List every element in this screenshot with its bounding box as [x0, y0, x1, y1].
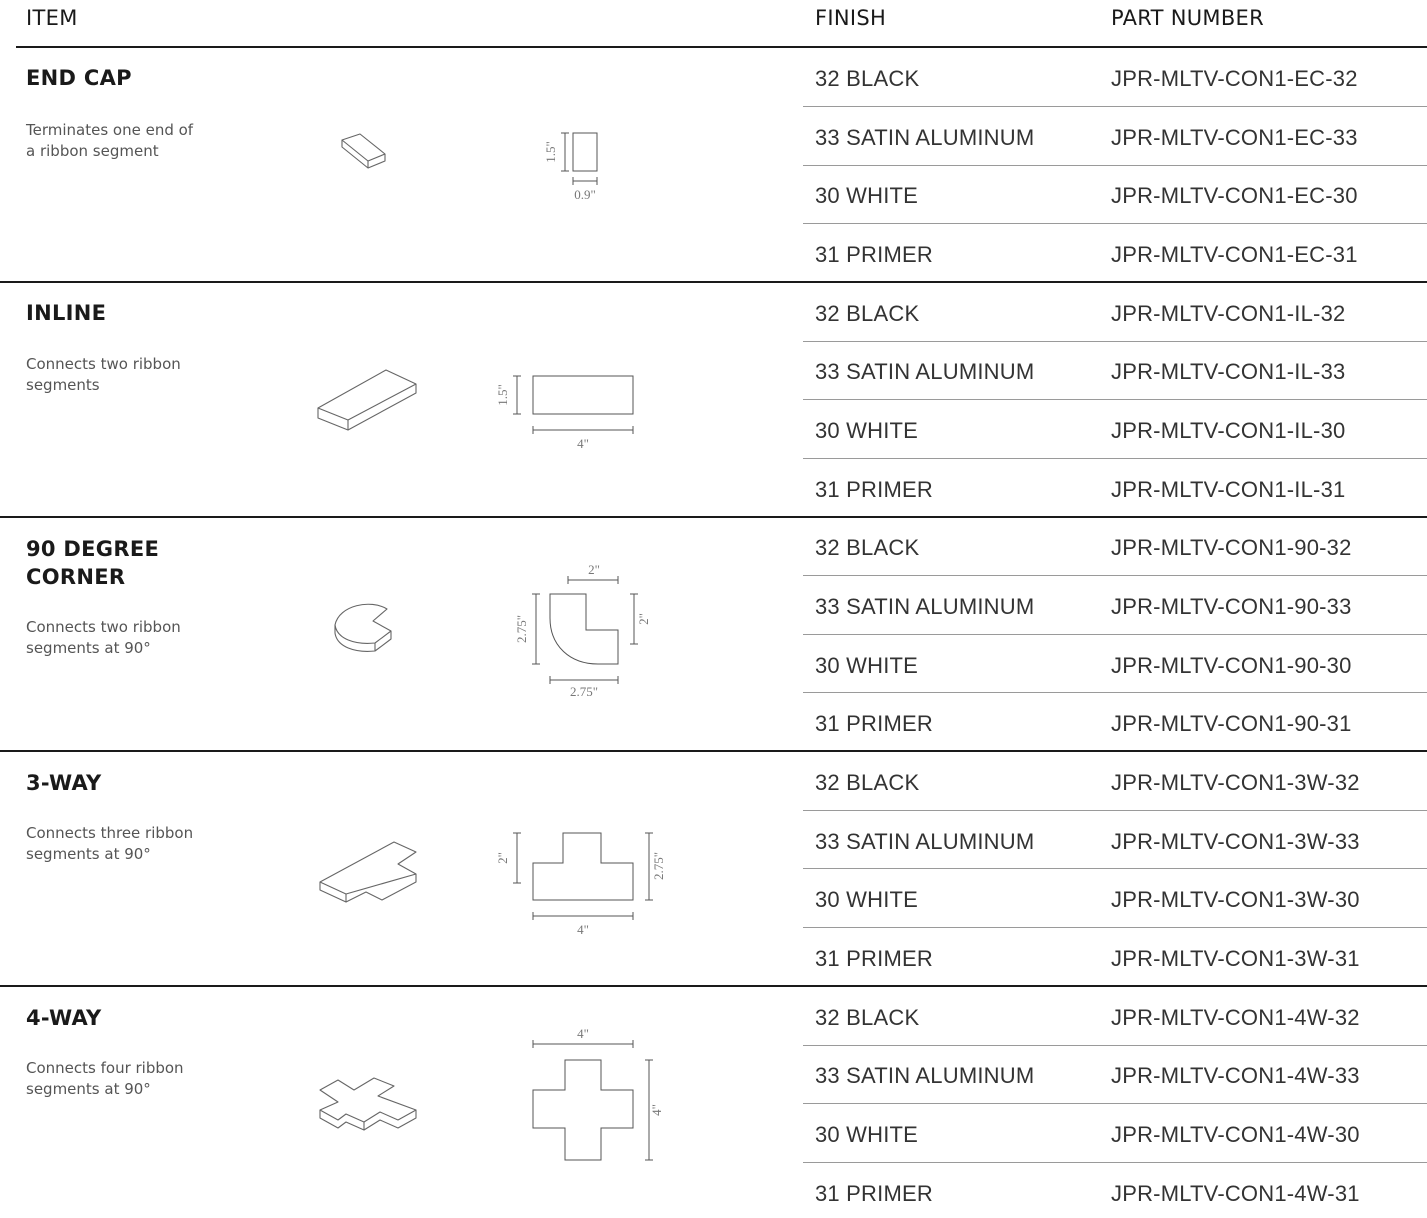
row-rule [803, 1103, 1427, 1104]
finish-cell: 30 WHITE [815, 653, 919, 678]
dimension-label: 2" [588, 562, 600, 577]
part-number-cell: JPR-MLTV-CON1-90-30 [1111, 653, 1352, 678]
row-rule [803, 634, 1427, 635]
row-rule [803, 810, 1427, 811]
dimension-label: 0.9" [574, 187, 596, 202]
section-rule [0, 985, 1427, 987]
dimension-label: 2" [636, 613, 651, 625]
finish-cell: 31 PRIMER [815, 946, 933, 971]
row-rule [803, 165, 1427, 166]
item-description: Connects two ribbon segments [26, 355, 181, 394]
dimension-label: 2.75" [514, 614, 529, 644]
4-way-dimension-drawing [515, 1020, 680, 1170]
finish-cell: 32 BLACK [815, 770, 920, 795]
finish-cell: 33 SATIN ALUMINUM [815, 829, 1035, 854]
dimension-label: 2.75" [569, 684, 599, 699]
corner-illustration [325, 595, 405, 670]
dimension-label: 1.5" [543, 141, 558, 163]
item-title: INLINE [26, 301, 107, 325]
finish-cell: 31 PRIMER [815, 711, 933, 736]
finish-cell: 30 WHITE [815, 183, 919, 208]
dimension-label: 4" [577, 922, 589, 937]
4-way-illustration [312, 1068, 432, 1148]
row-rule [803, 1045, 1427, 1046]
corner-dimension-drawing [510, 558, 660, 703]
dimension-label: 2" [495, 852, 510, 864]
part-number-cell: JPR-MLTV-CON1-EC-31 [1111, 242, 1358, 267]
finish-cell: 30 WHITE [815, 1122, 919, 1147]
finish-cell: 32 BLACK [815, 535, 920, 560]
finish-cell: 31 PRIMER [815, 242, 933, 267]
part-number-cell: JPR-MLTV-CON1-EC-30 [1111, 183, 1358, 208]
row-rule [803, 575, 1427, 576]
part-number-cell: JPR-MLTV-CON1-IL-33 [1111, 359, 1346, 384]
inline-dimension-drawing [495, 368, 645, 458]
finish-cell: 31 PRIMER [815, 477, 933, 502]
dimension-label: 4" [649, 1104, 664, 1116]
dimension-label: 4" [577, 436, 589, 451]
finish-cell: 30 WHITE [815, 887, 919, 912]
item-description: Connects three ribbon segments at 90° [26, 824, 194, 863]
row-rule [803, 927, 1427, 928]
part-number-cell: JPR-MLTV-CON1-90-31 [1111, 711, 1352, 736]
part-number-cell: JPR-MLTV-CON1-IL-30 [1111, 418, 1346, 443]
part-number-cell: JPR-MLTV-CON1-90-32 [1111, 535, 1352, 560]
part-number-cell: JPR-MLTV-CON1-IL-32 [1111, 301, 1346, 326]
row-rule [803, 1162, 1427, 1163]
part-number-cell: JPR-MLTV-CON1-90-33 [1111, 594, 1352, 619]
finish-cell: 32 BLACK [815, 301, 920, 326]
section-rule [0, 516, 1427, 518]
finish-cell: 31 PRIMER [815, 1181, 933, 1206]
row-rule [803, 868, 1427, 869]
item-title: 4-WAY [26, 1006, 102, 1030]
dimension-label: 4" [577, 1026, 589, 1041]
part-number-cell: JPR-MLTV-CON1-4W-30 [1111, 1122, 1360, 1147]
row-rule [803, 458, 1427, 459]
header-part-number: PART NUMBER [1111, 6, 1265, 30]
finish-cell: 32 BLACK [815, 1005, 920, 1030]
header-finish: FINISH [815, 6, 887, 30]
row-rule [803, 223, 1427, 224]
3-way-illustration [312, 822, 432, 907]
part-number-cell: JPR-MLTV-CON1-3W-33 [1111, 829, 1360, 854]
row-rule [803, 692, 1427, 693]
part-number-cell: JPR-MLTV-CON1-EC-32 [1111, 66, 1358, 91]
finish-cell: 33 SATIN ALUMINUM [815, 125, 1035, 150]
part-number-cell: JPR-MLTV-CON1-3W-32 [1111, 770, 1360, 795]
end-cap-dimension-drawing [535, 125, 615, 205]
row-rule [803, 399, 1427, 400]
part-number-cell: JPR-MLTV-CON1-4W-33 [1111, 1063, 1360, 1088]
inline-illustration [310, 362, 430, 437]
section-rule [0, 750, 1427, 752]
finish-cell: 32 BLACK [815, 66, 920, 91]
item-title: 90 DEGREE CORNER [26, 537, 160, 589]
item-description: Connects two ribbon segments at 90° [26, 618, 181, 657]
dimension-label: 2.75" [651, 851, 666, 881]
row-rule [803, 341, 1427, 342]
section-rule [0, 281, 1427, 283]
part-number-cell: JPR-MLTV-CON1-4W-32 [1111, 1005, 1360, 1030]
3-way-dimension-drawing [495, 825, 675, 940]
end-cap-illustration [330, 130, 400, 180]
finish-cell: 33 SATIN ALUMINUM [815, 359, 1035, 384]
header-rule [16, 46, 1427, 48]
part-number-cell: JPR-MLTV-CON1-EC-33 [1111, 125, 1358, 150]
row-rule [803, 106, 1427, 107]
part-number-cell: JPR-MLTV-CON1-3W-31 [1111, 946, 1360, 971]
item-title: 3-WAY [26, 771, 102, 795]
header-item: ITEM [26, 6, 78, 30]
item-description: Terminates one end of a ribbon segment [26, 121, 194, 160]
part-number-cell: JPR-MLTV-CON1-3W-30 [1111, 887, 1360, 912]
item-title: END CAP [26, 66, 132, 90]
dimension-label: 1.5" [495, 384, 510, 406]
finish-cell: 33 SATIN ALUMINUM [815, 594, 1035, 619]
part-number-cell: JPR-MLTV-CON1-IL-31 [1111, 477, 1346, 502]
finish-cell: 30 WHITE [815, 418, 919, 443]
item-description: Connects four ribbon segments at 90° [26, 1059, 184, 1098]
finish-cell: 33 SATIN ALUMINUM [815, 1063, 1035, 1088]
part-number-cell: JPR-MLTV-CON1-4W-31 [1111, 1181, 1360, 1206]
